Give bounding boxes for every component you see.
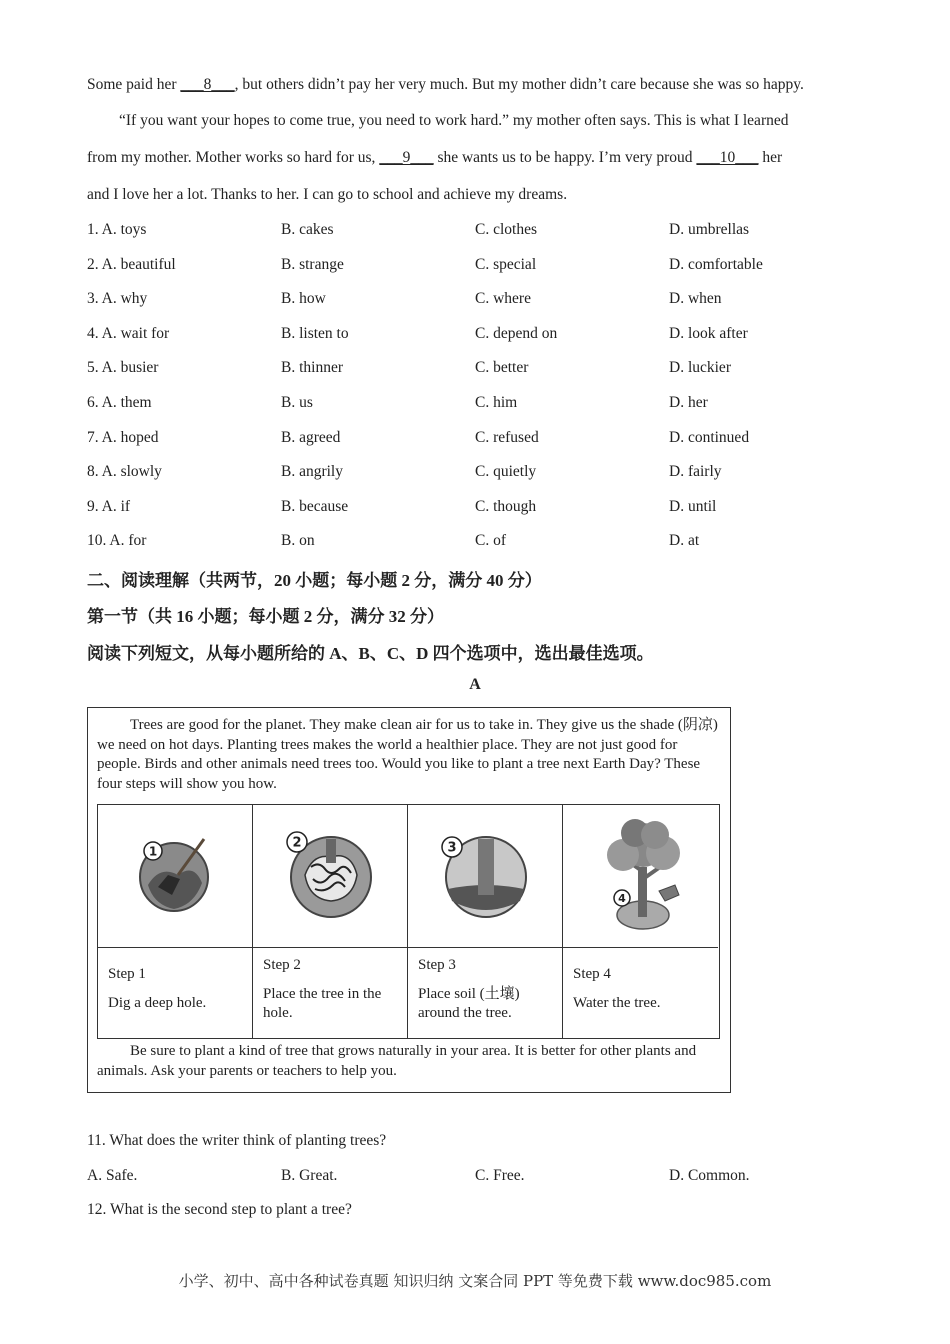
option-c[interactable]: C. refused — [475, 428, 539, 446]
option-d[interactable]: D. at — [669, 532, 700, 550]
passage-label: A — [469, 676, 481, 693]
step-1-cell — [98, 948, 253, 1038]
option-d[interactable]: D. continued — [669, 428, 750, 446]
option-b[interactable]: B. cakes — [281, 221, 334, 238]
option-row — [87, 325, 887, 347]
option-a[interactable]: 1. A. toys — [87, 221, 147, 238]
box-intro-text: Trees are good for the planet. They make clean air for us to take in. They give us the shade (阴凉) we need on hot days. Planting trees makes the world a healthier place. They are not just good for people. Birds and other animals need trees too. Would you like to plant a tree next Earth Day? These four steps will show you how. — [97, 717, 718, 793]
passage-text: she wants us to be happy. I’m very proud — [433, 149, 697, 166]
passage-line-1 — [87, 76, 804, 94]
option-row — [87, 429, 887, 451]
option-row — [87, 359, 887, 381]
step-text: Place the tree in the hole. — [263, 986, 382, 1021]
option-a[interactable]: 5. A. busier — [87, 359, 159, 377]
option-b[interactable]: B. strange — [281, 255, 344, 273]
option-b[interactable]: B. because — [281, 497, 349, 515]
option-c[interactable]: C. clothes — [475, 221, 537, 238]
option-d[interactable]: D. when — [669, 290, 722, 308]
blank-10: ___10___ — [696, 149, 759, 166]
option-c[interactable]: C. better — [475, 359, 529, 377]
steps-table — [97, 804, 720, 1039]
option-row — [87, 463, 887, 485]
option-a[interactable]: 9. A. if — [87, 497, 131, 515]
option-a[interactable]: 8. A. slowly — [87, 463, 162, 481]
step-number: 4 — [618, 892, 626, 905]
step-title: Step 2 — [263, 957, 301, 973]
section-title: 二、阅读理解（共两节，20 小题；每小题 2 分，满分 40 分） — [87, 571, 542, 590]
reading-box — [87, 707, 731, 1093]
blank-9: ___9___ — [379, 149, 434, 166]
step-2-image — [253, 805, 408, 948]
option-c[interactable]: C. depend on — [475, 324, 558, 342]
option-a[interactable]: 3. A. why — [87, 290, 148, 308]
option-a[interactable]: 4. A. wait for — [87, 324, 170, 342]
option-row — [87, 394, 887, 416]
question-11: 11. What does the writer think of planting trees? — [87, 1132, 387, 1149]
passage-text: Some paid her — [87, 76, 181, 93]
step-title: Step 3 — [418, 957, 456, 973]
option-d[interactable]: D. her — [669, 394, 708, 411]
option-b[interactable]: B. on — [281, 532, 315, 550]
option-a[interactable]: 2. A. beautiful — [87, 255, 176, 273]
option-c[interactable]: C. him — [475, 394, 518, 411]
option-row — [87, 290, 887, 312]
option-b[interactable]: B. thinner — [281, 359, 343, 377]
step-text: Dig a deep hole. — [108, 995, 207, 1011]
option-b[interactable]: B. agreed — [281, 428, 341, 446]
step-2-cell — [253, 948, 408, 1038]
step-text: Water the tree. — [573, 995, 661, 1011]
passage-text: from my mother. Mother works so hard for us, — [87, 149, 380, 166]
step-text: Place soil (土壤) around the tree. — [418, 986, 520, 1021]
passage-line-3 — [87, 149, 782, 167]
box-intro — [97, 716, 722, 795]
step-title: Step 4 — [573, 966, 611, 982]
page-footer: 小学、初中、高中各种试卷真题 知识归纳 文案合同 PPT 等免费下载 www.doc985.com — [178, 1272, 772, 1290]
option-a[interactable]: 6. A. them — [87, 394, 152, 411]
option-b[interactable]: B. us — [281, 394, 313, 411]
option-d[interactable]: D. look after — [669, 324, 748, 342]
option-a[interactable]: 7. A. hoped — [87, 428, 159, 446]
option-b[interactable]: B. listen to — [281, 324, 349, 342]
option-b[interactable]: B. Great. — [281, 1167, 338, 1184]
option-a[interactable]: 10. A. for — [87, 532, 147, 550]
question-11-options — [87, 1167, 887, 1189]
option-a[interactable]: A. Safe. — [87, 1167, 138, 1184]
instruction: 阅读下列短文，从每小题所给的 A、B、C、D 四个选项中，选出最佳选项。 — [87, 644, 654, 663]
option-d[interactable]: D. comfortable — [669, 255, 763, 273]
option-d[interactable]: D. Common. — [669, 1167, 750, 1184]
passage-text: , but others didn’t pay her very much. But my mother didn’t care because she was so happy. — [234, 76, 804, 93]
step-number: 3 — [447, 840, 457, 856]
step-title: Step 1 — [108, 966, 146, 982]
option-row — [87, 532, 887, 554]
option-c[interactable]: C. special — [475, 255, 537, 273]
question-12: 12. What is the second step to plant a tree? — [87, 1201, 352, 1218]
option-c[interactable]: C. of — [475, 532, 506, 550]
box-outro — [97, 1042, 722, 1081]
part-title: 第一节（共 16 小题；每小题 2 分，满分 32 分） — [87, 607, 444, 626]
step-3-image — [408, 805, 563, 948]
option-b[interactable]: B. how — [281, 290, 326, 308]
option-b[interactable]: B. angrily — [281, 463, 343, 481]
blank-8: ___8___ — [180, 76, 235, 93]
option-c[interactable]: C. Free. — [475, 1167, 525, 1184]
box-outro-text: Be sure to plant a kind of tree that grows naturally in your area. It is better for other plants and animals. Ask your parents or teachers to help you. — [97, 1043, 697, 1079]
option-d[interactable]: D. fairly — [669, 463, 722, 481]
option-c[interactable]: C. though — [475, 497, 537, 515]
passage-line-4: and I love her a lot. Thanks to her. I can go to school and achieve my dreams. — [87, 186, 568, 203]
option-d[interactable]: D. luckier — [669, 359, 731, 377]
passage-line-2: “If you want your hopes to come true, you need to work hard.” my mother often says. This is what I learned — [119, 112, 789, 129]
step-4-image — [563, 805, 718, 948]
step-number: 1 — [148, 844, 158, 859]
option-d[interactable]: D. until — [669, 497, 717, 515]
option-row — [87, 498, 887, 520]
step-number: 2 — [292, 835, 302, 851]
option-row — [87, 256, 887, 278]
option-d[interactable]: D. umbrellas — [669, 221, 750, 238]
passage-text: her — [758, 149, 783, 166]
step-1-image — [98, 805, 253, 948]
option-c[interactable]: C. quietly — [475, 463, 537, 481]
option-c[interactable]: C. where — [475, 290, 531, 308]
step-3-cell — [408, 948, 563, 1038]
step-4-cell — [563, 948, 718, 1038]
option-row — [87, 221, 887, 243]
